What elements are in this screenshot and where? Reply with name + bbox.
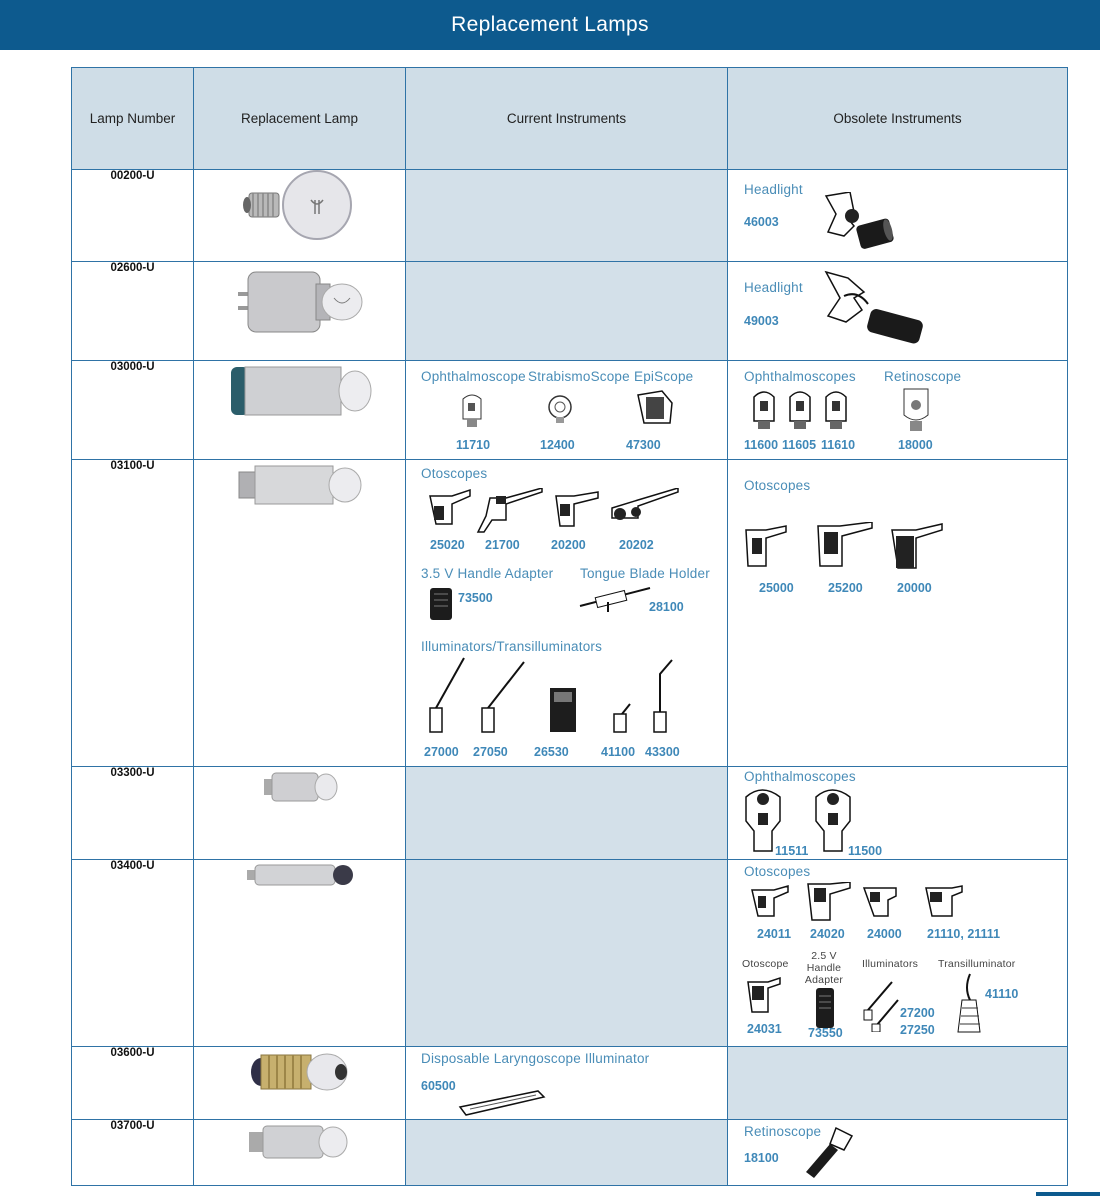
lamp-bulb-cylinder-icon	[225, 361, 375, 421]
instrument-code: 49003	[744, 314, 779, 328]
lamp-image-cell	[194, 170, 406, 262]
lamp-number: 03000-U	[72, 361, 194, 460]
lamp-image-cell	[194, 1120, 406, 1186]
headlight-icon	[824, 270, 928, 354]
group-label: Retinoscope	[884, 369, 962, 384]
column-header: Lamp Number	[72, 68, 194, 170]
instrument-code: 41110	[985, 987, 1019, 1001]
instrument-code: 11600	[744, 438, 779, 452]
otoscope-icon	[744, 976, 784, 1014]
lamp-bulb-small-icon	[245, 1120, 355, 1164]
sub-group-label: Transilluminator	[938, 958, 1016, 970]
lamp-image-cell	[194, 860, 406, 1047]
strabismoscope-icon	[546, 393, 574, 425]
table-row	[72, 1120, 1068, 1186]
instrument-code: 24020	[810, 927, 845, 941]
instrument-code: 73500	[458, 591, 493, 605]
instrument-code: 11605	[782, 438, 817, 452]
lamp-number: 03400-U	[72, 860, 194, 1047]
instrument-code: 11710	[456, 438, 491, 452]
otoscopes-icon	[744, 522, 954, 572]
column-header: Obsolete Instruments	[728, 68, 1068, 170]
obsolete-instruments-cell	[728, 170, 1068, 262]
lamp-bulb-slim-icon	[245, 860, 355, 890]
group-label: Ophthalmoscopes	[744, 769, 856, 784]
current-instruments-cell	[406, 170, 728, 262]
episcope-icon	[632, 389, 676, 429]
obsolete-instruments-cell	[728, 361, 1068, 460]
headlight-icon	[824, 192, 896, 254]
corner-accent	[1036, 1192, 1100, 1196]
lamp-bulb-round-icon	[235, 170, 365, 240]
ophthalmoscope-icon	[461, 393, 483, 429]
retinoscope-icon	[800, 1124, 860, 1180]
instrument-code: 20000	[897, 581, 932, 595]
group-label: Ophthalmoscope	[421, 369, 526, 384]
lamp-bulb-screw-icon	[245, 1047, 355, 1097]
group-label: Otoscopes	[744, 864, 811, 879]
lamp-number: 03600-U	[72, 1047, 194, 1120]
page-banner	[0, 0, 1100, 50]
sub-group-label: Illuminators	[862, 958, 919, 970]
obsolete-instruments-cell	[728, 262, 1068, 361]
replacement-lamps-table	[71, 67, 1068, 1186]
instrument-code: 27200	[900, 1006, 935, 1020]
page-title: Replacement Lamps	[451, 13, 649, 36]
otoscopes-icon	[750, 882, 970, 922]
instrument-code: 21700	[485, 538, 520, 552]
group-label: EpiScope	[634, 369, 694, 384]
lamp-image-cell	[194, 460, 406, 767]
group-label: Retinoscope	[744, 1124, 822, 1139]
obsolete-instruments-cell	[728, 1047, 1068, 1120]
obsolete-instruments-cell	[728, 1120, 1068, 1186]
instrument-code: 21110, 21111	[927, 927, 1001, 941]
instrument-code: 11511	[775, 844, 809, 858]
group-label: Ophthalmoscopes	[744, 369, 856, 384]
instrument-code: 27050	[473, 745, 508, 759]
current-instruments-cell	[406, 1047, 728, 1120]
instrument-code: 24000	[867, 927, 902, 941]
group-label: Illuminators/Transilluminators	[421, 639, 603, 654]
table-header-row	[72, 68, 1068, 170]
illuminators-icon	[424, 656, 684, 736]
instrument-code: 12400	[540, 438, 575, 452]
instrument-code: 20200	[551, 538, 586, 552]
current-instruments-cell	[406, 767, 728, 860]
table-row	[72, 170, 1068, 262]
lamp-number: 03700-U	[72, 1120, 194, 1186]
lamp-bulb-bayonet-icon	[230, 262, 370, 342]
group-label: 3.5 V Handle Adapter	[421, 566, 554, 581]
instrument-code: 24011	[757, 927, 792, 941]
instrument-code: 25200	[828, 581, 863, 595]
sub-group-label: 2.5 V Handle Adapter	[804, 950, 844, 986]
transilluminator-icon	[954, 972, 984, 1034]
instrument-code: 20202	[619, 538, 654, 552]
instrument-code: 27000	[424, 745, 459, 759]
table-row	[72, 361, 1068, 460]
table-row	[72, 460, 1068, 767]
ophthalmoscopes-icon	[750, 389, 862, 433]
lamp-number: 03100-U	[72, 460, 194, 767]
group-label: Otoscopes	[421, 466, 488, 481]
current-instruments-cell	[406, 860, 728, 1047]
group-label: Headlight	[744, 182, 803, 197]
instrument-code: 24031	[747, 1022, 782, 1036]
instrument-code: 27250	[900, 1023, 935, 1037]
column-header: Current Instruments	[406, 68, 728, 170]
instrument-code: 18100	[744, 1151, 779, 1165]
instrument-code: 11610	[821, 438, 856, 452]
table-row	[72, 1047, 1068, 1120]
group-label: StrabismoScope	[528, 369, 630, 384]
group-label: Tongue Blade Holder	[580, 566, 710, 581]
instrument-code: 28100	[649, 600, 684, 614]
lamp-bulb-halogen-icon	[235, 460, 365, 510]
lamp-number: 03300-U	[72, 767, 194, 860]
otoscopes-icon	[424, 488, 694, 534]
lamp-image-cell	[194, 1047, 406, 1120]
table-row	[72, 860, 1068, 1047]
table-row	[72, 767, 1068, 860]
lamp-image-cell	[194, 767, 406, 860]
group-label: Headlight	[744, 280, 803, 295]
column-header: Replacement Lamp	[194, 68, 406, 170]
lamp-image-cell	[194, 262, 406, 361]
instrument-code: 46003	[744, 215, 779, 229]
instrument-code: 11500	[848, 844, 883, 858]
instrument-code: 18000	[898, 438, 933, 452]
group-label: Disposable Laryngoscope Illuminator	[421, 1051, 650, 1066]
illuminators-icon	[862, 980, 902, 1032]
lamp-bulb-small-icon	[260, 767, 340, 807]
sub-group-label: Otoscope	[742, 958, 789, 970]
instrument-code: 41100	[601, 745, 636, 759]
obsolete-instruments-cell	[728, 460, 1068, 767]
group-label: Otoscopes	[744, 478, 811, 493]
instrument-code: 60500	[421, 1079, 456, 1093]
instrument-code: 25020	[430, 538, 465, 552]
current-instruments-cell	[406, 361, 728, 460]
obsolete-instruments-cell	[728, 860, 1068, 1047]
lamp-number: 02600-U	[72, 262, 194, 361]
current-instruments-cell	[406, 460, 728, 767]
lamp-number: 00200-U	[72, 170, 194, 262]
handle-adapter-icon	[814, 986, 836, 1030]
instrument-code: 73550	[808, 1026, 843, 1040]
obsolete-instruments-cell	[728, 767, 1068, 860]
instrument-code: 25000	[759, 581, 794, 595]
retinoscope-icon	[902, 387, 930, 433]
current-instruments-cell	[406, 1120, 728, 1186]
table-row	[72, 262, 1068, 361]
instrument-code: 43300	[645, 745, 680, 759]
lamp-image-cell	[194, 361, 406, 460]
instrument-code: 47300	[626, 438, 661, 452]
handle-adapter-icon	[428, 586, 454, 622]
instrument-code: 26530	[534, 745, 569, 759]
laryngoscope-illuminator-icon	[456, 1087, 548, 1117]
tongue-blade-holder-icon	[578, 584, 658, 614]
current-instruments-cell	[406, 262, 728, 361]
